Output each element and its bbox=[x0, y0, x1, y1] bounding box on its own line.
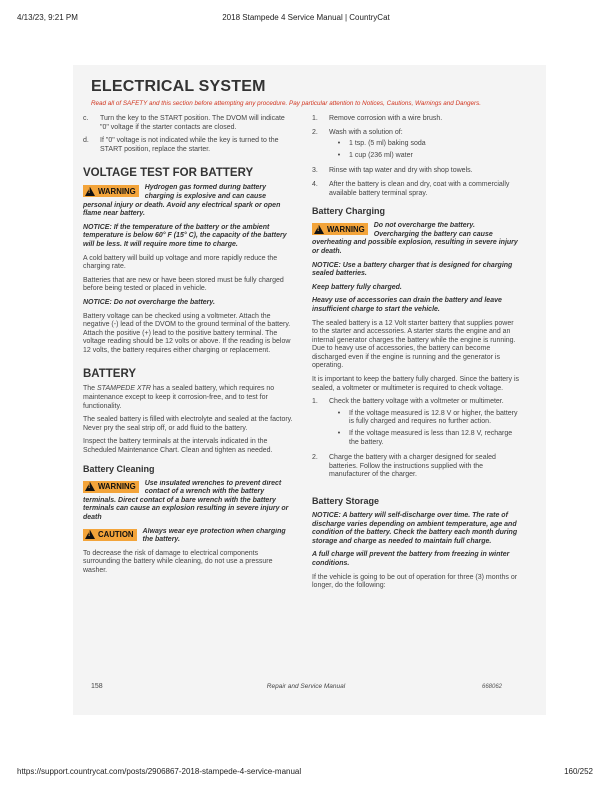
warning-triangle-icon bbox=[85, 187, 95, 196]
voltage-bullet bbox=[329, 410, 520, 427]
cleaning-warning bbox=[83, 480, 295, 523]
storage-paragraph: If the vehicle is going to be out of operation for three (3) months or longer, do the following: bbox=[312, 573, 518, 590]
step-text: If "0" voltage is not indicated while the key is turned to the START position, replace the starter. bbox=[100, 137, 279, 153]
left-column bbox=[83, 115, 295, 581]
clean-step-1 bbox=[312, 115, 520, 124]
step-number: 2. bbox=[312, 128, 318, 136]
cleaning-paragraph: To decrease the risk of damage to electrical components surrounding the battery while cleaning, do not use a pressure washer. bbox=[83, 549, 273, 574]
step-c bbox=[83, 115, 295, 132]
manual-footer-title: Repair and Service Manual bbox=[266, 683, 346, 690]
page-title: 2018 Stampede 4 Service Manual | CountryCat bbox=[222, 13, 390, 22]
bullet-icon: • bbox=[337, 140, 341, 148]
bullet-icon: • bbox=[337, 409, 341, 417]
bullet-text: If the voltage measured is less than 12.8 V, recharge the battery. bbox=[349, 430, 513, 446]
charging-paragraph: The sealed battery is a 12 Volt starter battery that supplies power to the starter and accessories. A starter starts the engine and an internal generator charges the battery while the engine is running. Due to heavy use of accessories, the battery can become discharged even if the engine is running and the generator is operating. bbox=[312, 319, 516, 370]
step-number: 1. bbox=[312, 115, 318, 122]
bullet-text: If the voltage measured is 12.8 V or higher, the battery is fully charged and requires no further action. bbox=[349, 409, 518, 426]
battery-paragraph: Inspect the battery terminals at the intervals indicated in the Scheduled Maintenance Chart. Clean and tighten as needed. bbox=[83, 438, 273, 455]
solution-text: 1 tsp. (5 ml) baking soda bbox=[349, 140, 426, 148]
voltage-paragraph: Batteries that are new or have been stored must be fully charged before being tested or placed in vehicle. bbox=[83, 276, 284, 293]
clean-step-4 bbox=[312, 181, 520, 198]
step-number: 3. bbox=[312, 167, 318, 175]
voltage-test-heading: VOLTAGE TEST FOR BATTERY bbox=[83, 167, 254, 180]
section-title: ELECTRICAL SYSTEM bbox=[91, 78, 266, 95]
step-number: 4. bbox=[312, 180, 318, 188]
charge-step-2 bbox=[312, 454, 520, 480]
badge-label: WARNING bbox=[98, 186, 136, 196]
warning-badge bbox=[83, 481, 139, 493]
step-body bbox=[329, 398, 520, 449]
cleaning-caution bbox=[83, 528, 295, 545]
badge-label: WARNING bbox=[98, 482, 136, 492]
step-number: c. bbox=[83, 115, 89, 122]
step-text: Turn the key to the START position. The DVOM will indicate "0" voltage if the starter contacts are closed. bbox=[100, 115, 285, 131]
caution-text: Always wear eye protection when charging the battery. bbox=[142, 527, 286, 544]
step-text: Wash with a solution of: bbox=[329, 128, 403, 136]
step-text: After the battery is clean and dry, coat with a commercially available battery terminal spray. bbox=[329, 180, 510, 197]
step-d bbox=[83, 137, 295, 154]
solution-item bbox=[329, 152, 520, 161]
step-body bbox=[329, 129, 520, 163]
battery-text: The bbox=[83, 385, 98, 393]
warning-badge bbox=[312, 223, 368, 235]
voltage-notice: NOTICE: If the temperature of the battery or the ambient temperature is below 60° F (15° C), the capacity of the battery will be less. It will require more time to charge. bbox=[83, 223, 287, 248]
warning-text: Do not overcharge the battery. Overcharging the battery can cause overheating and possible explosion, resulting in severe injury or death. bbox=[312, 222, 518, 255]
manual-page-number: 158 bbox=[91, 683, 103, 690]
battery-paragraph bbox=[83, 385, 295, 411]
warning-badge bbox=[83, 185, 139, 197]
charging-notice: Keep battery fully charged. bbox=[312, 283, 402, 291]
bullet-icon: • bbox=[337, 151, 341, 159]
battery-paragraph: The sealed battery is filled with electrolyte and sealed at the factory. Never pry the seal strip off, or add fluid to the battery. bbox=[83, 416, 293, 432]
battery-text: has a sealed battery, which requires no maintenance except to keep it corrosion-free, and to test for functionality. bbox=[83, 385, 275, 410]
step-text: Rinse with tap water and dry with shop towels. bbox=[329, 167, 473, 175]
step-text: Remove corrosion with a wire brush. bbox=[329, 115, 443, 122]
charging-notice: Heavy use of accessories can drain the battery and leave insufficient charge to start the vehicle. bbox=[312, 297, 502, 313]
charging-paragraph: It is important to keep the battery fully charged. Since the battery is sealed, a voltmeter or multimeter is required to check voltage. bbox=[312, 376, 519, 392]
charging-heading: Battery Charging bbox=[312, 206, 386, 217]
voltage-paragraph: A cold battery will build up voltage and more rapidly reduce the charging rate. bbox=[83, 254, 278, 271]
cleaning-heading: Battery Cleaning bbox=[83, 463, 155, 474]
storage-heading: Battery Storage bbox=[312, 496, 380, 506]
print-page-count: 160/252 bbox=[564, 767, 593, 776]
step-text: Charge the battery with a charger designed for sealed batteries. Follow the instructions supplied with the manufacturer of the charger. bbox=[329, 454, 496, 479]
solution-item bbox=[329, 140, 520, 149]
step-text: Check the battery voltage with a voltmeter or multimeter. bbox=[329, 398, 504, 406]
storage-notice: NOTICE: A battery will self-discharge over time. The rate of discharge varies depending on ambient temperature, age and condition of the battery. Check the battery each month during storage and charge as needed to maintain full charge. bbox=[312, 512, 518, 545]
caution-triangle-icon bbox=[85, 530, 95, 539]
overcharge-notice: NOTICE: Do not overcharge the battery. bbox=[83, 298, 215, 306]
model-name: STAMPEDE XTR bbox=[97, 385, 151, 393]
warning-triangle-icon bbox=[314, 225, 324, 234]
charge-step-1 bbox=[312, 398, 520, 449]
step-number: 2. bbox=[312, 454, 318, 462]
page-url: https://support.countrycat.com/posts/2906867-2018-stampede-4-service-manual bbox=[17, 767, 302, 776]
warning-text: Hydrogen gas formed during battery charging is explosive and can cause personal injury or death. Avoid any electrical spark or open flame near battery. bbox=[83, 184, 281, 218]
battery-heading: BATTERY bbox=[83, 368, 137, 381]
clean-step-3 bbox=[312, 167, 520, 176]
warning-text: Use insulated wrenches to prevent direct contact of a wrench with the battery terminals. Direct contact of a bare wrench with the battery terminals can cause an explosion resulting in severe injury or death bbox=[83, 479, 289, 521]
safety-note: Read all of SAFETY and this section before attempting any procedure. Pay particular attention to Notices, Cautions, Warnings and Dangers. bbox=[91, 100, 482, 107]
voltage-bullet bbox=[329, 430, 520, 447]
caution-badge bbox=[83, 529, 137, 541]
storage-notice: A full charge will prevent the battery from freezing in winter conditions. bbox=[312, 551, 510, 567]
step-number: 1. bbox=[312, 398, 318, 406]
badge-label: CAUTION bbox=[98, 530, 134, 540]
document-code: 668062 bbox=[482, 684, 503, 690]
voltage-paragraph: Battery voltage can be checked using a voltmeter. Attach the negative (-) lead of the DVOM to the ground terminal of the battery. Attach the positive (+) lead to the positive battery terminal. The voltage reading should be 12 volts or above. If the reading is below 12 volts, the battery requires either charging or replacement. bbox=[83, 312, 291, 354]
badge-label: WARNING bbox=[327, 224, 365, 234]
print-timestamp: 4/13/23, 9:21 PM bbox=[17, 13, 78, 22]
voltage-warning bbox=[83, 184, 295, 218]
solution-text: 1 cup (236 ml) water bbox=[349, 151, 413, 159]
charging-notice: NOTICE: Use a battery charger that is designed for charging sealed batteries. bbox=[312, 261, 513, 278]
step-number: d. bbox=[83, 137, 89, 145]
warning-triangle-icon bbox=[85, 482, 95, 491]
clean-step-2 bbox=[312, 129, 520, 163]
right-column bbox=[312, 115, 520, 596]
charging-warning bbox=[312, 222, 520, 256]
bullet-icon: • bbox=[337, 430, 341, 438]
